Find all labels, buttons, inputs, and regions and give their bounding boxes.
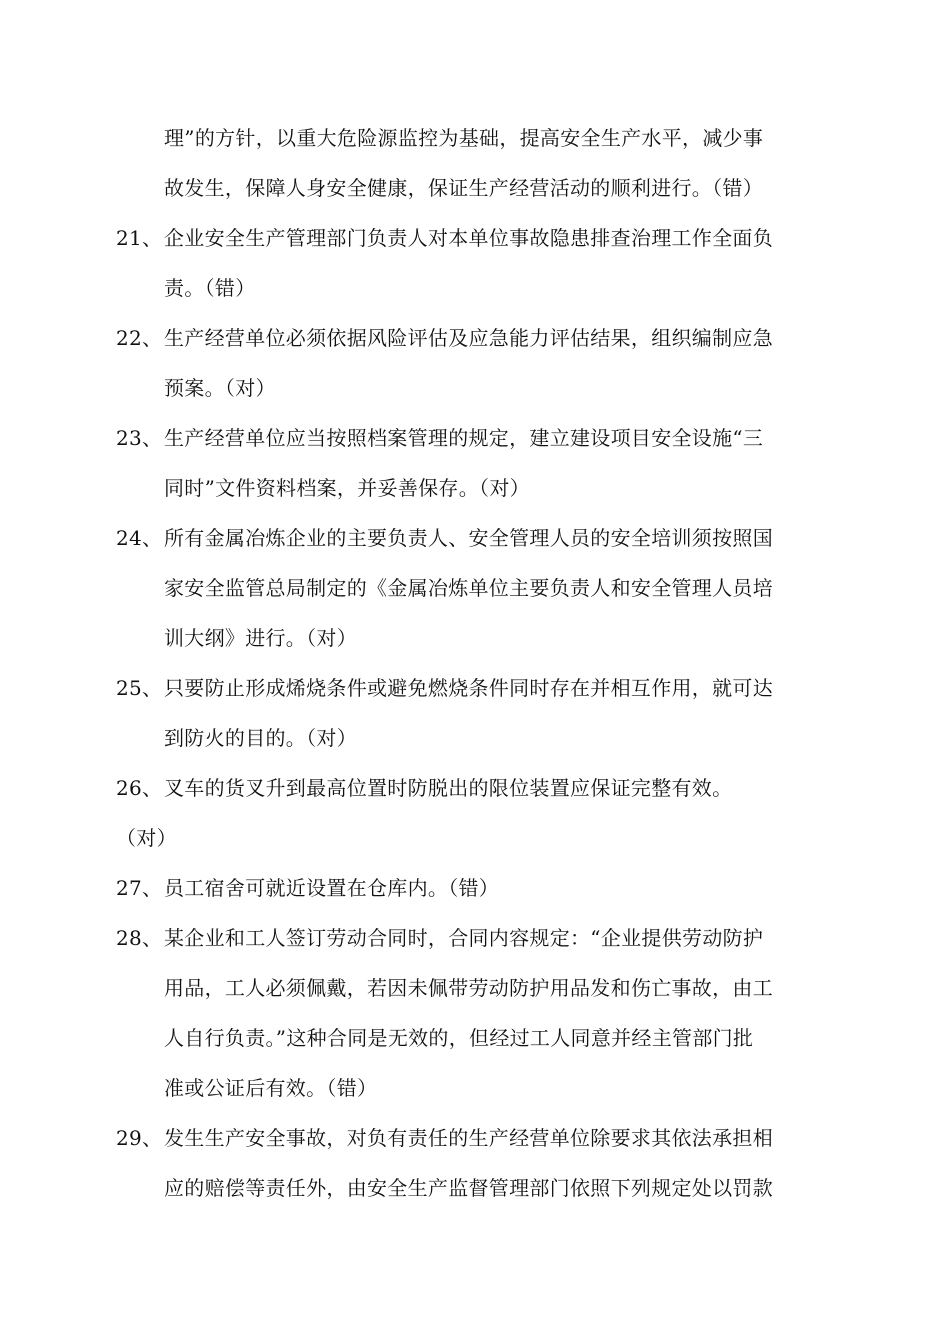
item-number: 28、	[116, 926, 163, 950]
line-text: 理”的方针，以重大危险源监控为基础，提高安全生产水平，减少事	[164, 126, 764, 150]
text-line-4	[164, 274, 256, 302]
text-line-20	[164, 1074, 377, 1102]
text-line-8	[164, 474, 530, 502]
text-line-2	[164, 174, 763, 202]
list-item-28	[116, 924, 763, 952]
text-line-18	[164, 974, 773, 1002]
item-number: 25、	[116, 676, 163, 700]
line-text: （对）	[116, 826, 177, 850]
list-item-21	[116, 224, 773, 252]
text-line-6	[164, 374, 276, 402]
list-item-22	[116, 324, 773, 352]
item-number: 24、	[116, 526, 163, 550]
text-line-13	[164, 724, 357, 752]
text-line-19	[164, 1024, 753, 1052]
line-text: 故发生，保障人身安全健康，保证生产经营活动的顺利进行。（错）	[164, 176, 763, 200]
text-line-22	[164, 1174, 773, 1202]
text-line-15	[116, 824, 177, 852]
line-text: 生产经营单位必须依据风险评估及应急能力评估结果，组织编制应急	[164, 326, 773, 350]
line-text: 训大纲》进行。（对）	[164, 626, 357, 650]
list-item-29	[116, 1124, 773, 1152]
line-text: 同时”文件资料档案，并妥善保存。（对）	[164, 476, 530, 500]
item-number: 26、	[116, 776, 163, 800]
text-line-1	[164, 124, 763, 152]
line-text: 准或公证后有效。（错）	[164, 1076, 378, 1100]
item-number: 21、	[116, 226, 163, 250]
line-text: 预案。（对）	[164, 376, 276, 400]
line-text: 用品，工人必须佩戴，若因未佩带劳动防护用品发和伤亡事故，由工	[164, 976, 773, 1000]
line-text: 家安全监管总局制定的《金属冶炼单位主要负责人和安全管理人员培	[164, 576, 773, 600]
line-text: 发生生产安全事故，对负有责任的生产经营单位除要求其依法承担相	[164, 1126, 773, 1150]
text-line-11	[164, 624, 357, 652]
list-item-27	[116, 874, 499, 902]
list-item-23	[116, 424, 763, 452]
line-text: 只要防止形成烯烧条件或避免燃烧条件同时存在并相互作用，就可达	[164, 676, 773, 700]
line-text: 生产经营单位应当按照档案管理的规定，建立建设项目安全设施“三	[164, 426, 764, 450]
line-text: 某企业和工人签订劳动合同时，合同内容规定：“企业提供劳动防护	[164, 926, 764, 950]
line-text: 企业安全生产管理部门负责人对本单位事故隐患排查治理工作全面负	[164, 226, 773, 250]
list-item-25	[116, 674, 773, 702]
line-text: 责。（错）	[164, 276, 256, 300]
line-text: 员工宿舍可就近设置在仓库内。（错）	[164, 876, 500, 900]
item-number: 29、	[116, 1126, 163, 1150]
item-number: 23、	[116, 426, 163, 450]
line-text: 所有金属冶炼企业的主要负责人、安全管理人员的安全培训须按照国	[164, 526, 773, 550]
list-item-26	[116, 774, 732, 802]
line-text: 应的赔偿等责任外，由安全生产监督管理部门依照下列规定处以罚款	[164, 1176, 773, 1200]
line-text: 到防火的目的。（对）	[164, 726, 357, 750]
item-number: 27、	[116, 876, 163, 900]
item-number: 22、	[116, 326, 163, 350]
line-text: 人自行负责。”这种合同是无效的，但经过工人同意并经主管部门批	[164, 1026, 754, 1050]
text-line-10	[164, 574, 773, 602]
line-text: 叉车的货叉升到最高位置时防脱出的限位装置应保证完整有效。	[164, 776, 733, 800]
list-item-24	[116, 524, 773, 552]
